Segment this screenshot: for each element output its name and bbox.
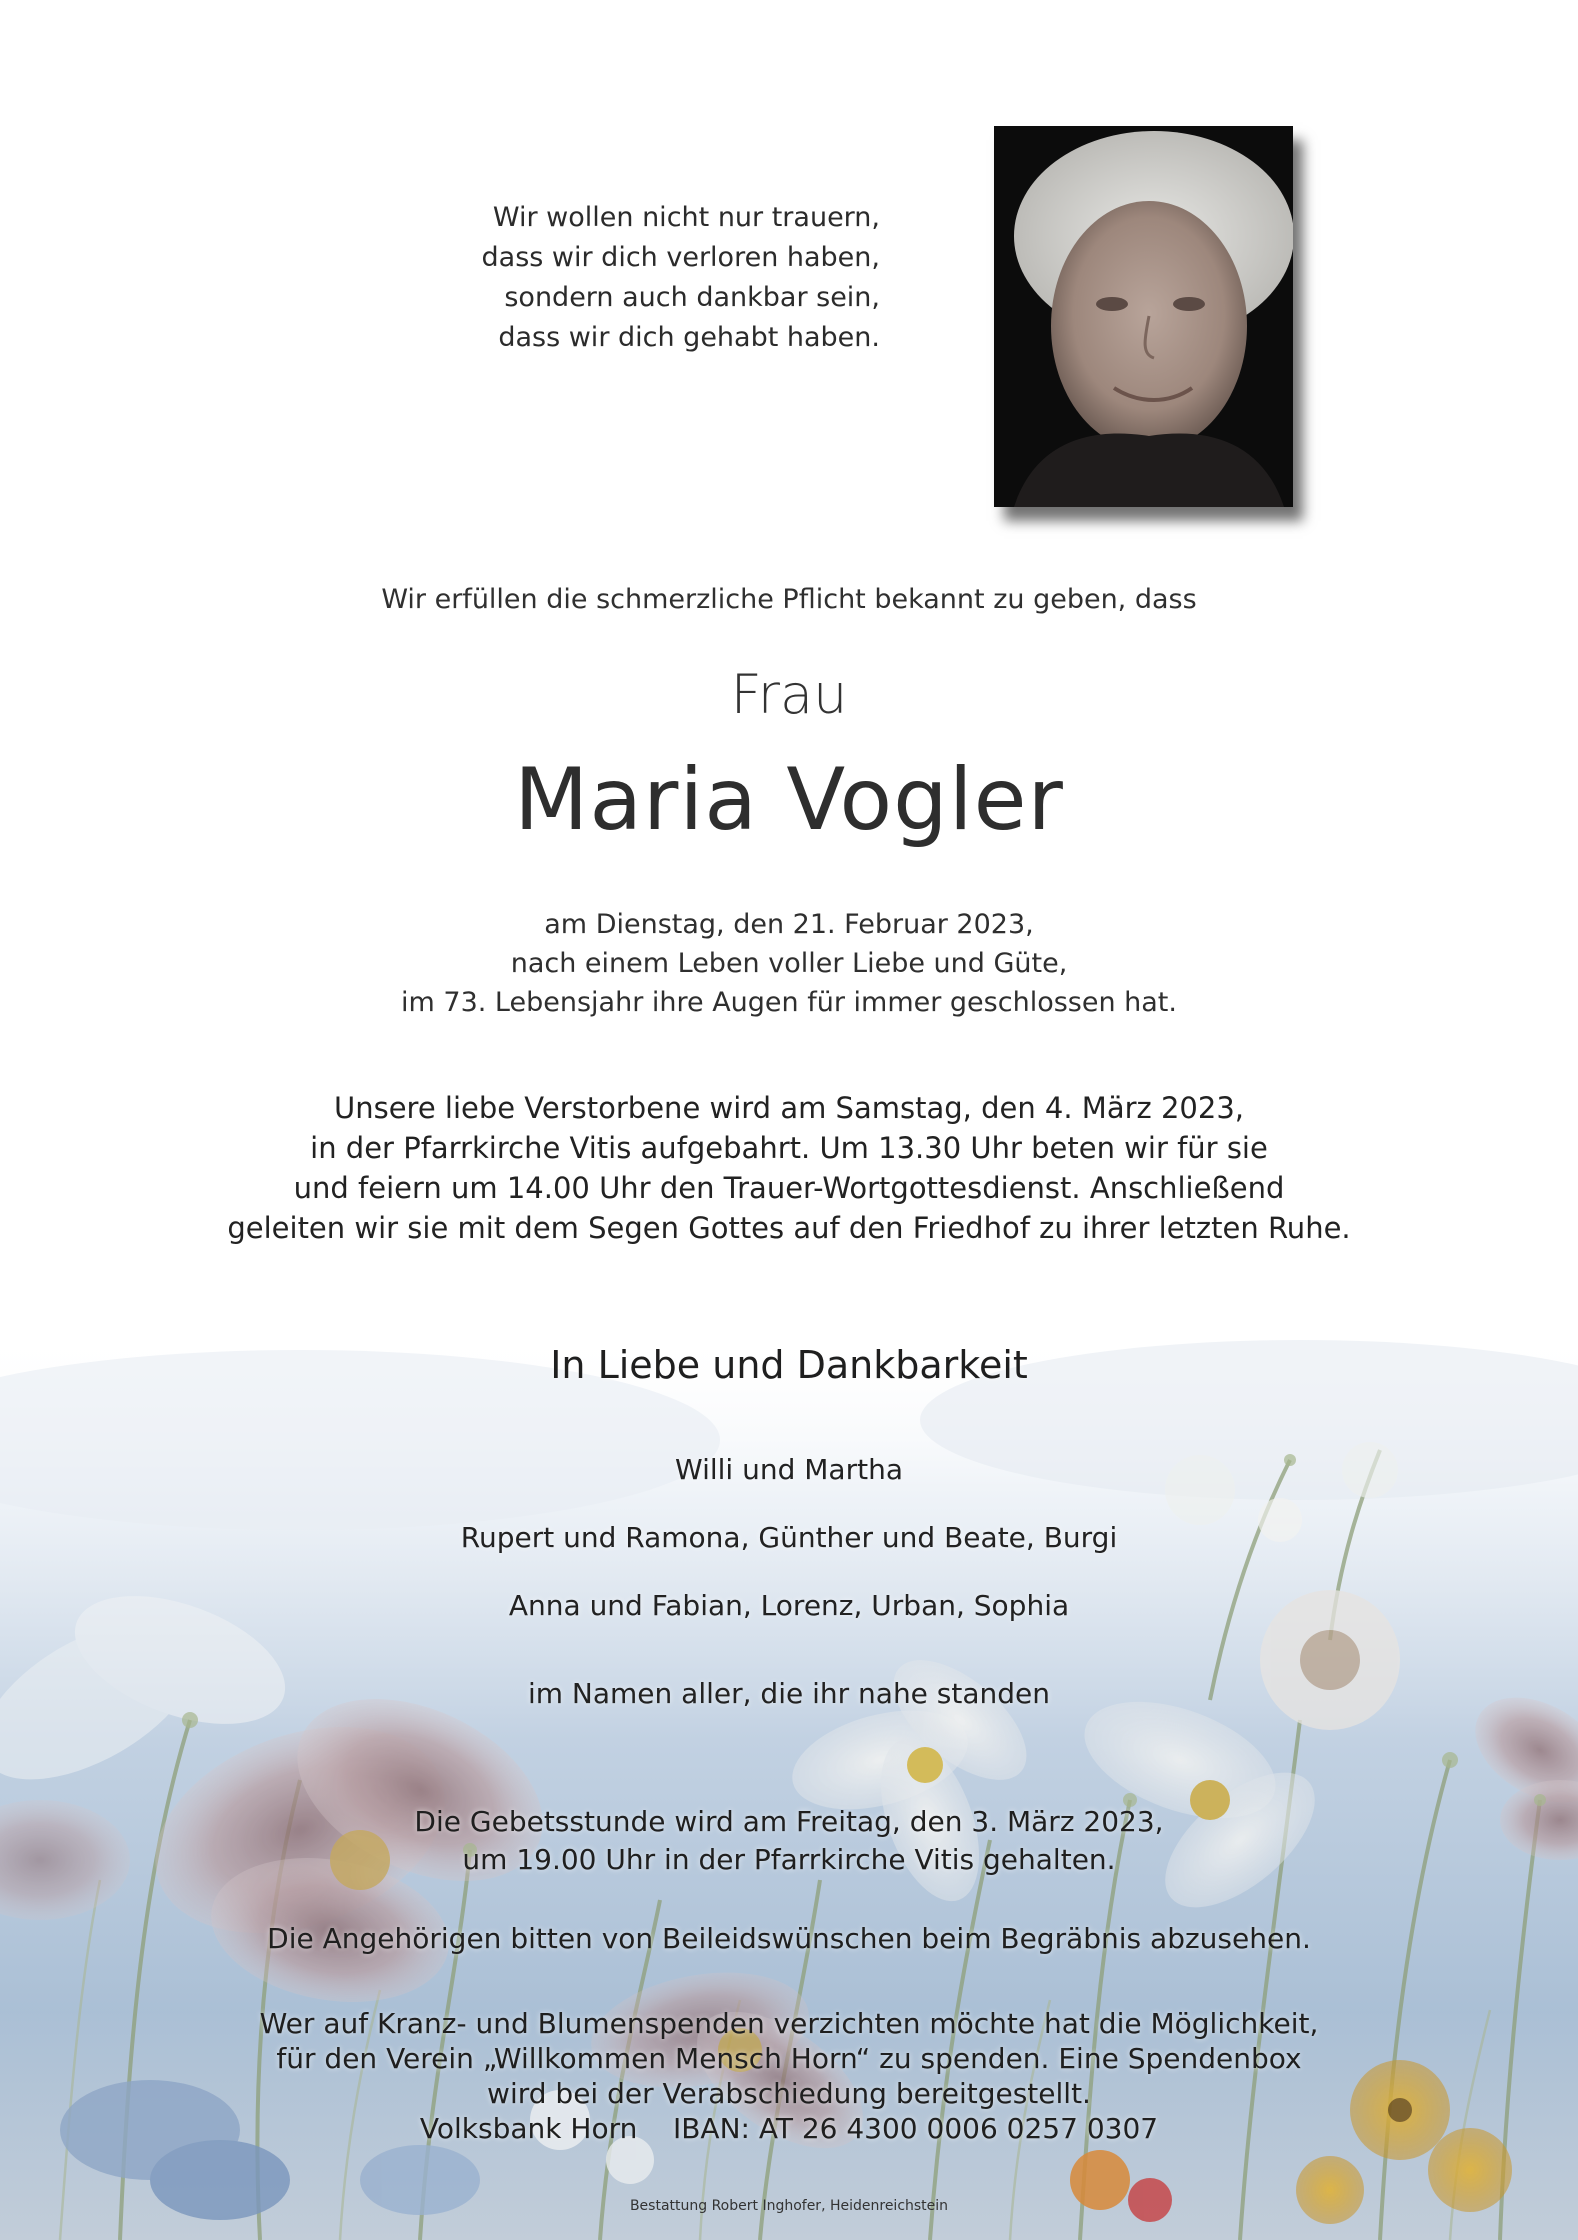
donation-line: wird bei der Verabschiedung bereitgestellt. (487, 2077, 1091, 2110)
announcement-intro: Wir erfüllen die schmerzliche Pflicht bekannt zu geben, dass (381, 584, 1197, 615)
mourners-collective: im Namen aller, die ihr nahe standen (527, 1677, 1051, 1710)
quote-line: Wir wollen nicht nur trauern, (492, 202, 880, 233)
donation-bank-line: Volksbank Horn IBAN: AT 26 4300 0006 0257 0307 (419, 2112, 1159, 2145)
quote-line: dass wir dich verloren haben, (481, 242, 880, 273)
death-line: im 73. Lebensjahr ihre Augen für immer geschlossen hat. (401, 987, 1177, 1018)
funeral-line: geleiten wir sie mit dem Segen Gottes auf den Friedhof zu ihrer letzten Ruhe. (227, 1211, 1351, 1245)
quote-line: dass wir dich gehabt haben. (498, 322, 880, 353)
quote-line: sondern auch dankbar sein, (504, 282, 880, 313)
donation-details (0, 2006, 1578, 2146)
prayer-line: um 19.00 Uhr in der Pfarrkirche Vitis gehalten. (462, 1843, 1116, 1876)
prayer-line: Die Gebetsstunde wird am Freitag, den 3. März 2023, (414, 1805, 1164, 1838)
relatives-line: Anna und Fabian, Lorenz, Urban, Sophia (508, 1589, 1070, 1622)
donation-line: Wer auf Kranz- und Blumenspenden verzichten möchte hat die Möglichkeit, (259, 2007, 1319, 2040)
funeral-line: und feiern um 14.00 Uhr den Trauer-Wortgottesdienst. Anschließend (293, 1171, 1285, 1205)
donation-line: für den Verein „Willkommen Mensch Horn“ zu spenden. Eine Spendenbox (276, 2042, 1302, 2075)
portrait-photo (994, 126, 1293, 507)
mourners-heading: In Liebe und Dankbarkeit (550, 1343, 1028, 1387)
relatives-line: Willi und Martha (675, 1453, 903, 1486)
death-line: nach einem Leben voller Liebe und Güte, (510, 948, 1068, 979)
funeral-details (0, 1088, 1578, 1248)
memorial-quote (330, 198, 880, 358)
death-line: am Dienstag, den 21. Februar 2023, (544, 909, 1034, 940)
deceased-name: Maria Vogler (514, 750, 1064, 850)
prayer-details (0, 1803, 1578, 1879)
funeral-line: Unsere liebe Verstorbene wird am Samstag, den 4. März 2023, (333, 1091, 1244, 1125)
funeral-line: in der Pfarrkirche Vitis aufgebahrt. Um 13.30 Uhr beten wir für sie (310, 1131, 1268, 1165)
salutation: Frau (730, 663, 848, 726)
relatives-list (0, 1436, 1578, 1640)
relatives-line: Rupert und Ramona, Günther und Beate, Burgi (460, 1521, 1118, 1554)
death-details (0, 905, 1578, 1022)
condolence-notice: Die Angehörigen bitten von Beileidswünschen beim Begräbnis abzusehen. (267, 1922, 1311, 1955)
funeral-home-credit: Bestattung Robert Inghofer, Heidenreichstein (629, 2198, 949, 2214)
